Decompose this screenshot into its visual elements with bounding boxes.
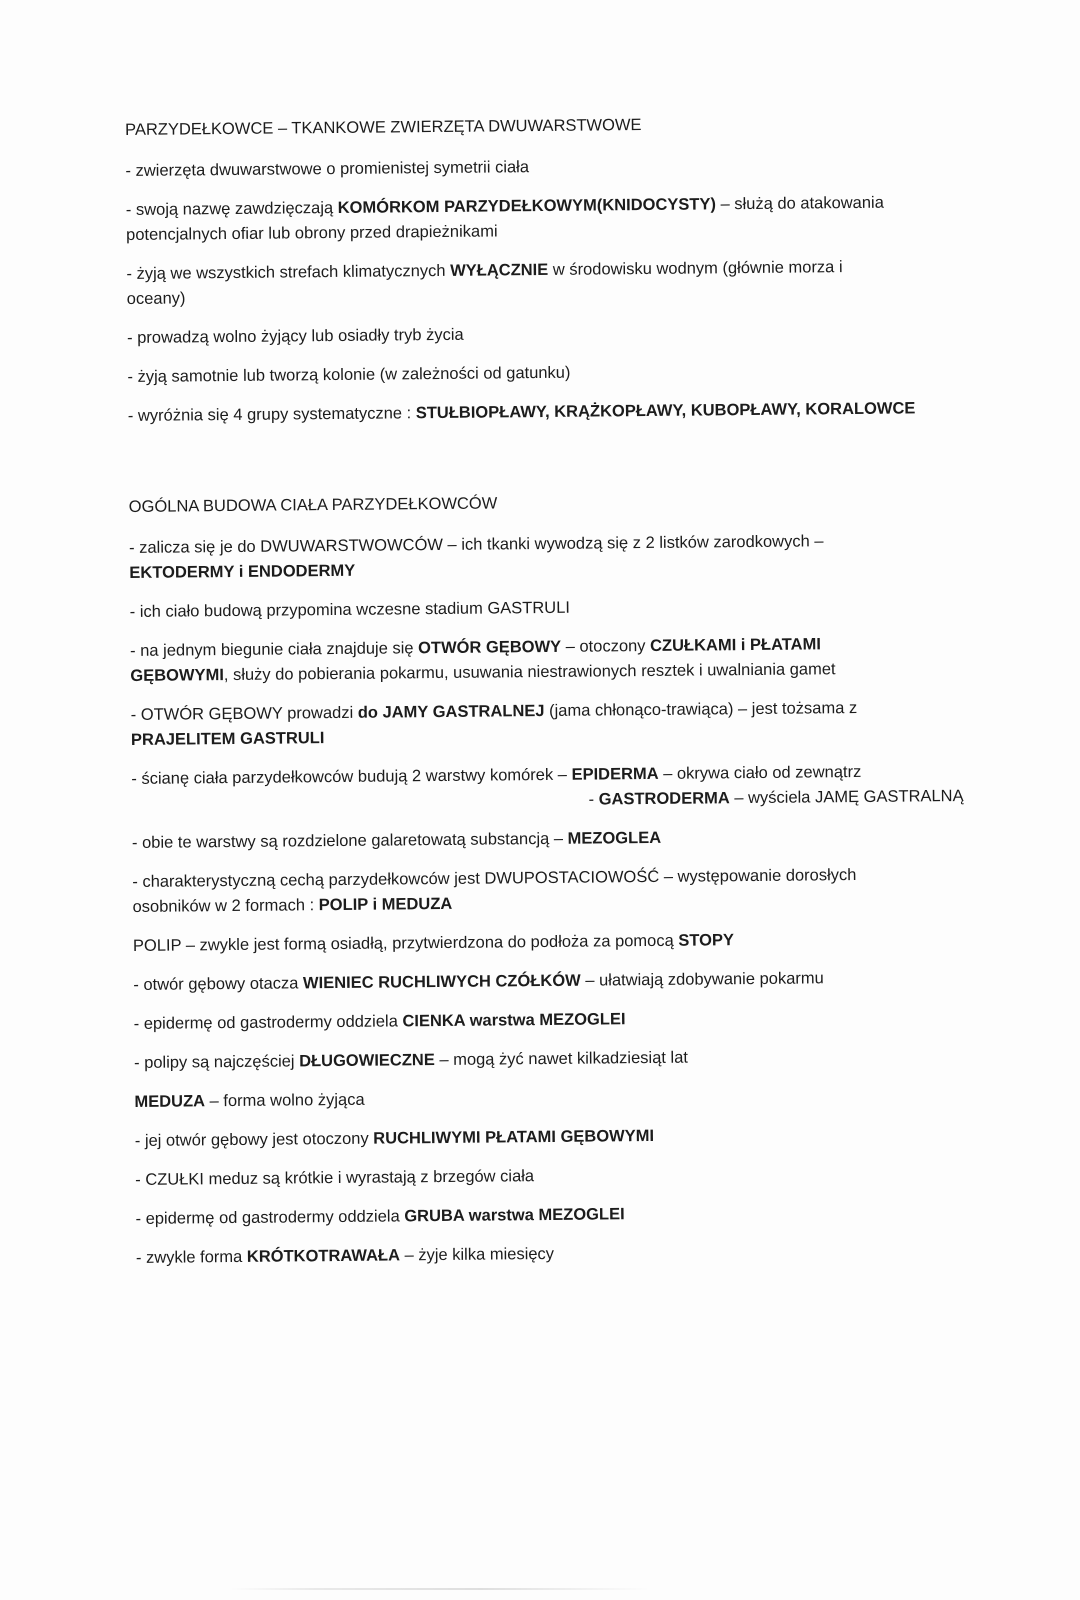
text-line: - zalicza się je do DWUWARSTWOWCÓW – ich tkanki wywodzą się z 2 listków zarodkowych – (129, 532, 824, 557)
bold-term: GASTRODERMA (598, 789, 730, 809)
bold-term: POLIP i MEDUZA (318, 894, 453, 915)
text-span: POLIP – zwykle jest formą osiadłą, przytwierdzona do podłoża za pomocą (132, 931, 679, 955)
text-line (133, 926, 973, 959)
bold-term: EPIDERMA (571, 764, 659, 784)
paragraph (134, 1043, 974, 1076)
text-span: – służą do atakowania (715, 193, 884, 214)
bold-term: MEZOGLEA (567, 828, 662, 848)
text-span: – otoczony (561, 636, 651, 656)
text-span: - epidermę od gastrodermy oddziela (133, 1012, 403, 1033)
text-line: - CZUŁKI meduz są krótkie i wyrastają z brzegów ciała (135, 1167, 535, 1189)
section-gap (128, 435, 968, 495)
paragraph (135, 1199, 975, 1232)
paragraph (127, 318, 967, 351)
text-span: w środowisku wodnym (głównie morza i (548, 258, 843, 279)
text-span: osobników w 2 formach : (132, 896, 319, 916)
text-line (135, 1121, 975, 1154)
paragraph (126, 190, 966, 248)
text-line (136, 1238, 976, 1271)
text-line: potencjalnych ofiar lub obrony przed drapieżnikami (126, 222, 498, 244)
text-span: - jej otwór gębowy jest otoczony (134, 1129, 374, 1150)
text-line (134, 1004, 974, 1037)
paragraph (130, 631, 970, 689)
text-span: - OTWÓR GĘBOWY prowadzi (130, 703, 358, 724)
text-span: - epidermę od gastrodermy oddziela (135, 1207, 405, 1228)
bold-term: CZUŁKAMI i PŁATAMI (650, 635, 821, 655)
text-line: - zwierzęta dwuwarstwowe o promienistej symetrii ciała (125, 158, 530, 180)
text-span: – mogą żyć nawet kilkadziesiąt lat (434, 1048, 689, 1070)
bold-term: EKTODERMY i ENDODERMY (129, 561, 356, 582)
paragraph (130, 592, 970, 625)
text-span: , służy do pobierania pokarmu, usuwania niestrawionych resztek i uwalniania gamet (223, 660, 836, 685)
paragraph (135, 1160, 975, 1193)
bold-term: WIENIEC RUCHLIWYCH CZÓŁKÓW (302, 971, 581, 993)
bold-term: do JAMY GASTRALNEJ (357, 702, 545, 722)
document-body (125, 110, 976, 1285)
bold-term: CIENKA warstwa MEZOGLEI (402, 1010, 626, 1031)
paragraph (133, 926, 973, 959)
text-line: oceany) (126, 289, 186, 308)
text-span: - na jednym biegunie ciała znajduje się (130, 639, 419, 660)
text-span: - zwykle forma (135, 1247, 247, 1267)
paragraph (132, 862, 972, 920)
paragraph (127, 357, 967, 390)
paragraph (125, 151, 965, 184)
text-span: - (588, 790, 599, 809)
text-span: - otwór gębowy otacza (133, 974, 304, 994)
text-line (134, 1043, 974, 1076)
paragraph (131, 759, 971, 817)
text-span: - ścianę ciała parzydełkowców budują 2 warstwy komórek – (131, 765, 572, 788)
bold-term: STUŁBIOPŁAWY, KRĄŻKOPŁAWY, KUBOPŁAWY, KORALOWCE (415, 399, 916, 423)
section-title-budowa: OGÓLNA BUDOWA CIAŁA PARZYDEŁKOWCÓW (128, 494, 498, 516)
text-span: - swoją nazwę zawdzięczają (125, 198, 338, 219)
text-span: – forma wolno żyjąca (204, 1090, 365, 1111)
paragraph (131, 695, 971, 753)
text-line (135, 1199, 975, 1232)
bold-term: GRUBA warstwa MEZOGLEI (404, 1205, 625, 1226)
text-span: - wyróżnia się 4 grupy systematyczne : (127, 404, 416, 425)
bold-term: STOPY (678, 931, 735, 950)
text-span: - obie te warstwy są rozdzielone galaretowatą substancją – (131, 829, 568, 852)
bold-term: MEDUZA (134, 1092, 206, 1111)
paragraph (135, 1121, 975, 1154)
text-span: – wyściela JAMĘ GASTRALNĄ (729, 786, 964, 808)
text-line (133, 965, 973, 998)
text-line: - żyją samotnie lub tworzą kolonie (w zależności od gatunku) (127, 363, 571, 386)
paragraph (129, 528, 969, 586)
paragraph (134, 1004, 974, 1037)
text-line: - ich ciało budową przypomina wczesne stadium GASTRULI (129, 598, 570, 621)
text-line: - prowadzą wolno żyjący lub osiadły tryb życia (127, 325, 464, 347)
bold-term: OTWÓR GĘBOWY (418, 637, 562, 658)
paragraph (128, 396, 968, 429)
bold-term: DŁUGOWIECZNE (299, 1051, 435, 1071)
bold-term: GĘBOWYMI (130, 666, 224, 685)
paragraph (126, 254, 966, 312)
paragraph (133, 965, 973, 998)
text-line (128, 396, 968, 429)
scan-artifact-line (230, 1588, 650, 1590)
text-span: - żyją we wszystkich strefach klimatycznych (126, 261, 451, 283)
paragraph (134, 1082, 974, 1115)
section-title-parzydelkowce: PARZYDEŁKOWCE – TKANKOWE ZWIERZĘTA DWUWARSTWOWE (125, 116, 642, 139)
text-span: – ułatwiają zdobywanie pokarmu (580, 969, 824, 990)
paragraph (136, 1238, 976, 1271)
text-line (132, 823, 972, 856)
bold-term: KOMÓRKOM PARZYDEŁKOWYM(KNIDOCYSTY) (337, 195, 717, 217)
bold-term: RUCHLIWYMI PŁATAMI GĘBOWYMI (373, 1126, 655, 1148)
bold-term: KRÓTKOTRAWAŁA (246, 1246, 401, 1266)
text-line (134, 1082, 974, 1115)
paragraph (132, 823, 972, 856)
text-span: – żyje kilka miesięcy (399, 1244, 555, 1265)
text-span: (jama chłonąco-trawiąca) – jest tożsama z (544, 698, 858, 721)
text-span: – okrywa ciało od zewnątrz (658, 762, 862, 783)
text-line: - charakterystyczną cechą parzydełkowców jest DWUPOSTACIOWOŚĆ – występowanie dorosłych (132, 866, 857, 891)
text-span: - polipy są najczęściej (133, 1052, 300, 1072)
bold-term: WYŁĄCZNIE (450, 260, 549, 280)
bold-term: PRAJELITEM GASTRULI (130, 729, 325, 749)
